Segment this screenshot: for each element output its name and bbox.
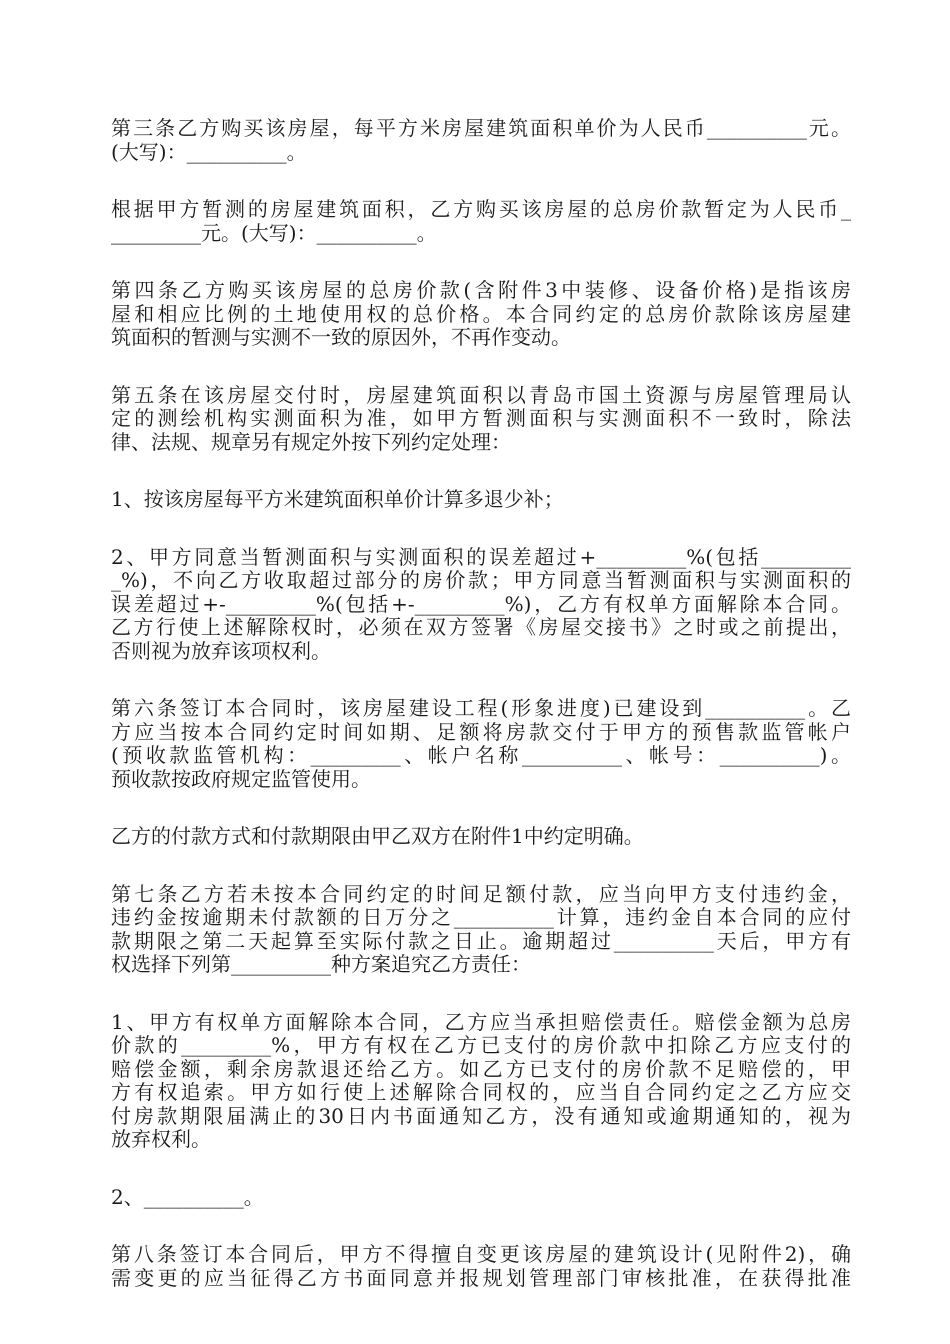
text-line: 2、__________。 (111, 1185, 264, 1209)
text-line: 第七条乙方若未按本合同约定的时间足额付款，应当向甲方支付违约金， (111, 882, 851, 906)
text-line: 1、甲方有权单方面解除本合同，乙方应当承担赔偿责任。赔偿金额为总房 (111, 1010, 851, 1034)
text-line: 权选择下列第__________种方案追究乙方责任： (111, 953, 531, 976)
text-line: 方有权追索。甲方如行使上述解除合同权的，应当自合同约定之乙方应交 (111, 1081, 851, 1104)
text-line: 屋和相应比例的土地使用权的总价格。本合同约定的总房价款除该房屋建 (111, 302, 851, 326)
text-line: 定的测绘机构实测面积为准，如甲方暂测面积与实测面积不一致时，除法 (111, 407, 851, 430)
text-line: 款期限之第二天起算至实际付款之日止。逾期超过__________天后，甲方有 (111, 929, 851, 953)
text-line: 2、甲方同意当暂测面积与实测面积的误差超过+_________%(包括_________ (111, 545, 851, 569)
clause-4 (111, 279, 851, 350)
text-line: 价款的_________%，甲方有权在乙方已支付的房价款中扣除乙方应支付的 (111, 1034, 851, 1057)
text-line: _%)，不向乙方收取超过部分的房价款；甲方同意当暂测面积与实测面积的 (111, 569, 851, 592)
text-line: 筑面积的暂测与实测不一致的原因外，不再作变动。 (111, 326, 571, 349)
text-line: 第八条签订本合同后，甲方不得擅自变更该房屋的建筑设计(见附件2)，确 (111, 1243, 851, 1266)
text-line: 第六条签订本合同时，该房屋建设工程(形象进度)已建设到__________。乙 (111, 697, 851, 720)
clause-6 (111, 697, 851, 791)
text-line: 乙方的付款方式和付款期限由甲乙双方在附件1中约定明确。 (111, 825, 644, 848)
text-line: 付房款期限届满止的30日内书面通知乙方，没有通知或逾期通知的，视为 (111, 1104, 851, 1128)
text-line: (大写)：__________。 (111, 140, 307, 164)
text-line: 乙方行使上述解除权时，必须在双方签署《房屋交接书》之时或之前提出， (111, 616, 851, 639)
text-line: 放弃权利。 (111, 1128, 211, 1151)
text-line: 否则视为放弃该项权利。 (111, 639, 331, 663)
text-line: 1、按该房屋每平方米建筑面积单价计算多退少补； (111, 488, 564, 511)
text-line: 预收款按政府规定监管使用。 (111, 767, 371, 791)
contract-page (111, 117, 851, 1324)
text-line: 第五条在该房屋交付时，房屋建筑面积以青岛市国土资源与房屋管理局认 (111, 383, 851, 407)
clause-7-item-1 (111, 1011, 851, 1152)
payment-method-note (111, 825, 851, 849)
text-line: 根据甲方暂测的房屋建筑面积，乙方购买该房屋的总房价款暂定为人民币_ (111, 198, 851, 221)
clause-7 (111, 883, 851, 977)
text-line: 律、法规、规章另有规定外按下列约定处理： (111, 430, 511, 454)
text-line: 第四条乙方购买该房屋的总房价款(含附件3中装修、设备价格)是指该房 (111, 279, 851, 302)
clause-5 (111, 384, 851, 455)
text-line: 赔偿金额，剩余房款退还给乙方。如乙方已支付的房价款不足赔偿的，甲 (111, 1057, 851, 1081)
text-line: 第三条乙方购买该房屋，每平方米房屋建筑面积单价为人民币__________元。 (111, 117, 851, 140)
text-line: 违约金按逾期未付款额的日万分之__________计算，违约金自本合同的应付 (111, 906, 851, 929)
text-line: 误差超过+-_________%(包括+-_________%)，乙方有权单方面解除本合同。 (111, 592, 851, 616)
clause-3-unit-price (111, 117, 851, 164)
clause-8 (111, 1243, 851, 1290)
text-line: _________元。(大写)：__________。 (111, 221, 437, 245)
text-line: 需变更的应当征得乙方书面同意并报规划管理部门审核批准，在获得批准 (111, 1266, 851, 1290)
text-line: 方应当按本合同约定时间如期、足额将房款交付于甲方的预售款监管帐户 (111, 720, 851, 744)
clause-3-total-price (111, 198, 851, 245)
clause-5-item-2 (111, 546, 851, 664)
text-line: (预收款监管机构：_________、帐户名称__________、帐号：__________)。 (111, 744, 851, 767)
clause-7-item-2 (111, 1186, 851, 1210)
clause-5-item-1 (111, 488, 851, 512)
